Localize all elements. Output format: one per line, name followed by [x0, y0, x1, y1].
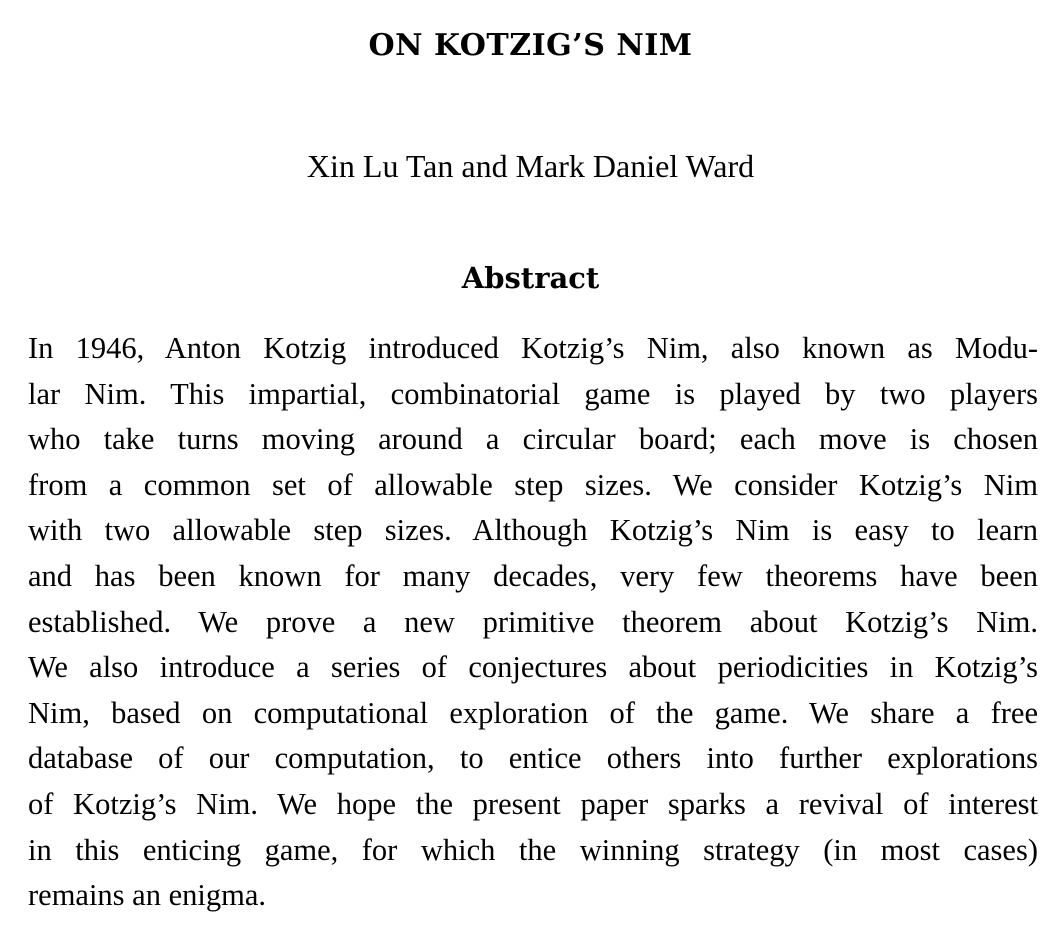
abstract-line: with two allowable step sizes. Although Kotzig’s Nim is easy to learn — [28, 513, 1038, 548]
abstract-line: from a common set of allowable step sizes. We consider Kotzig’s Nim — [28, 467, 1038, 502]
abstract-line: We also introduce a series of conjectures about periodicities in Kotzig’s — [28, 650, 1038, 685]
abstract-line: and has been known for many decades, very few theorems have been — [28, 558, 1038, 593]
abstract-line: Nim, based on computational exploration of the game. We share a free — [28, 695, 1038, 730]
abstract-line: who take turns moving around a circular board; each move is chosen — [28, 422, 1038, 457]
paper-authors: Xin Lu Tan and Mark Daniel Ward — [306, 148, 755, 184]
abstract-line: database of our computation, to entice others into further explorations — [28, 741, 1038, 776]
abstract-line: established. We prove a new primitive theorem about Kotzig’s Nim. — [28, 604, 1038, 639]
abstract-line: of Kotzig’s Nim. We hope the present paper sparks a revival of interest — [28, 786, 1038, 821]
abstract-heading: Abstract — [461, 261, 600, 295]
abstract-line: In 1946, Anton Kotzig introduced Kotzig’s Nim, also known as Modu- — [28, 331, 1038, 365]
abstract-line: in this enticing game, for which the winning strategy (in most cases) — [28, 832, 1038, 867]
abstract-line: remains an enigma. — [28, 878, 266, 913]
abstract-body — [28, 326, 1038, 919]
abstract-line: lar Nim. This impartial, combinatorial game is played by two players — [28, 376, 1038, 411]
paper-title: ON KOTZIG’S NIM — [368, 28, 693, 63]
